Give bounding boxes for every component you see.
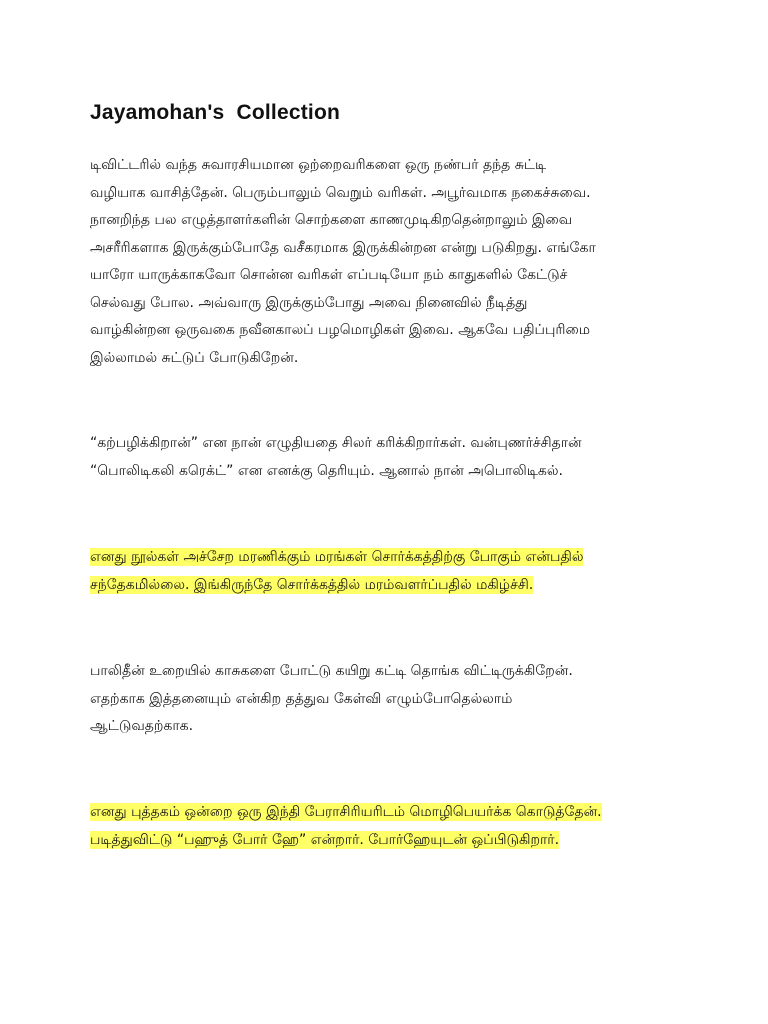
page-title: Jayamohan's Collection (90, 101, 340, 124)
paragraph-quote-3 (90, 658, 690, 741)
highlighted-text-line: படித்துவிட்டு “பஹுத் போர் ஹே” என்றார். போர்ஹேயுடன் ஒப்பிடுகிறார். (90, 831, 560, 848)
text-line: செல்வது போல. அவ்வாரு இருக்கும்போது அவை நினைவில் நீடித்து (90, 294, 528, 311)
text-line: யாரோ யாருக்காகவோ சொன்ன வரிகள் எப்படியோ நம் காதுகளில் கேட்டுச் (90, 267, 568, 283)
text-line: நானறிந்த பல எழுத்தாளர்களின் சொற்களை காணமுடிகிறதென்றாலும் இவை (90, 212, 573, 228)
text-line: ஆட்டுவதற்காக. (90, 718, 194, 734)
highlighted-text-line: எனது நூல்கள் அச்சேற மரணிக்கும் மரங்கள் சொர்க்கத்திற்கு போகும் என்பதில் (90, 549, 584, 565)
highlighted-text-line: எனது புத்தகம் ஒன்றை ஒரு இந்தி பேராசிரியரிடம் மொழிபெயர்க்க கொடுத்தேன். (90, 804, 602, 820)
text-line: எதற்காக இத்தனையும் என்கிற தத்துவ கேள்வி எழும்போதெல்லாம் (90, 690, 513, 707)
text-line: இல்லாமல் சுட்டுப் போடுகிறேன். (90, 349, 299, 366)
text-line: வழியாக வாசித்தேன். பெரும்பாலும் வெறும் வரிகள். அபூர்வமாக நகைச்சுவை. (90, 184, 591, 201)
text-line: “கற்பழிக்கிறான்” என நான் எழுதியதை சிலர் கரிக்கிறார்கள். வன்புணர்ச்சிதான் (90, 435, 582, 451)
paragraph-quote-2-highlighted (90, 544, 690, 599)
paragraph-intro (90, 152, 690, 372)
highlighted-text-line: சந்தேகமில்லை. இங்கிருந்தே சொர்க்கத்தில் மரம்வளர்ப்பதில் மகிழ்ச்சி. (90, 576, 534, 593)
text-line: பாலிதீன் உறையில் காசுகளை போட்டு கயிறு கட்டி தொங்க விட்டிருக்கிறேன். (90, 663, 573, 679)
text-line: அசரீரிகளாக இருக்கும்போதே வசீகரமாக இருக்கின்றன என்று படுகிறது. எங்கோ (90, 239, 596, 256)
paragraph-quote-1 (90, 430, 690, 485)
paragraph-quote-4-highlighted (90, 799, 690, 854)
text-line: டிவிட்டரில் வந்த சுவாரசியமான ஒற்றைவரிகளை ஒரு நண்பர் தந்த சுட்டி (90, 157, 547, 173)
text-line: வாழ்கின்றன ஒருவகை நவீனகாலப் பழமொழிகள் இவை. ஆகவே பதிப்புரிமை (90, 322, 590, 338)
text-line: “பொலிடிகலி கரெக்ட்” என எனக்கு தெரியும். ஆனால் நான் அபொலிடிகல். (90, 462, 563, 479)
